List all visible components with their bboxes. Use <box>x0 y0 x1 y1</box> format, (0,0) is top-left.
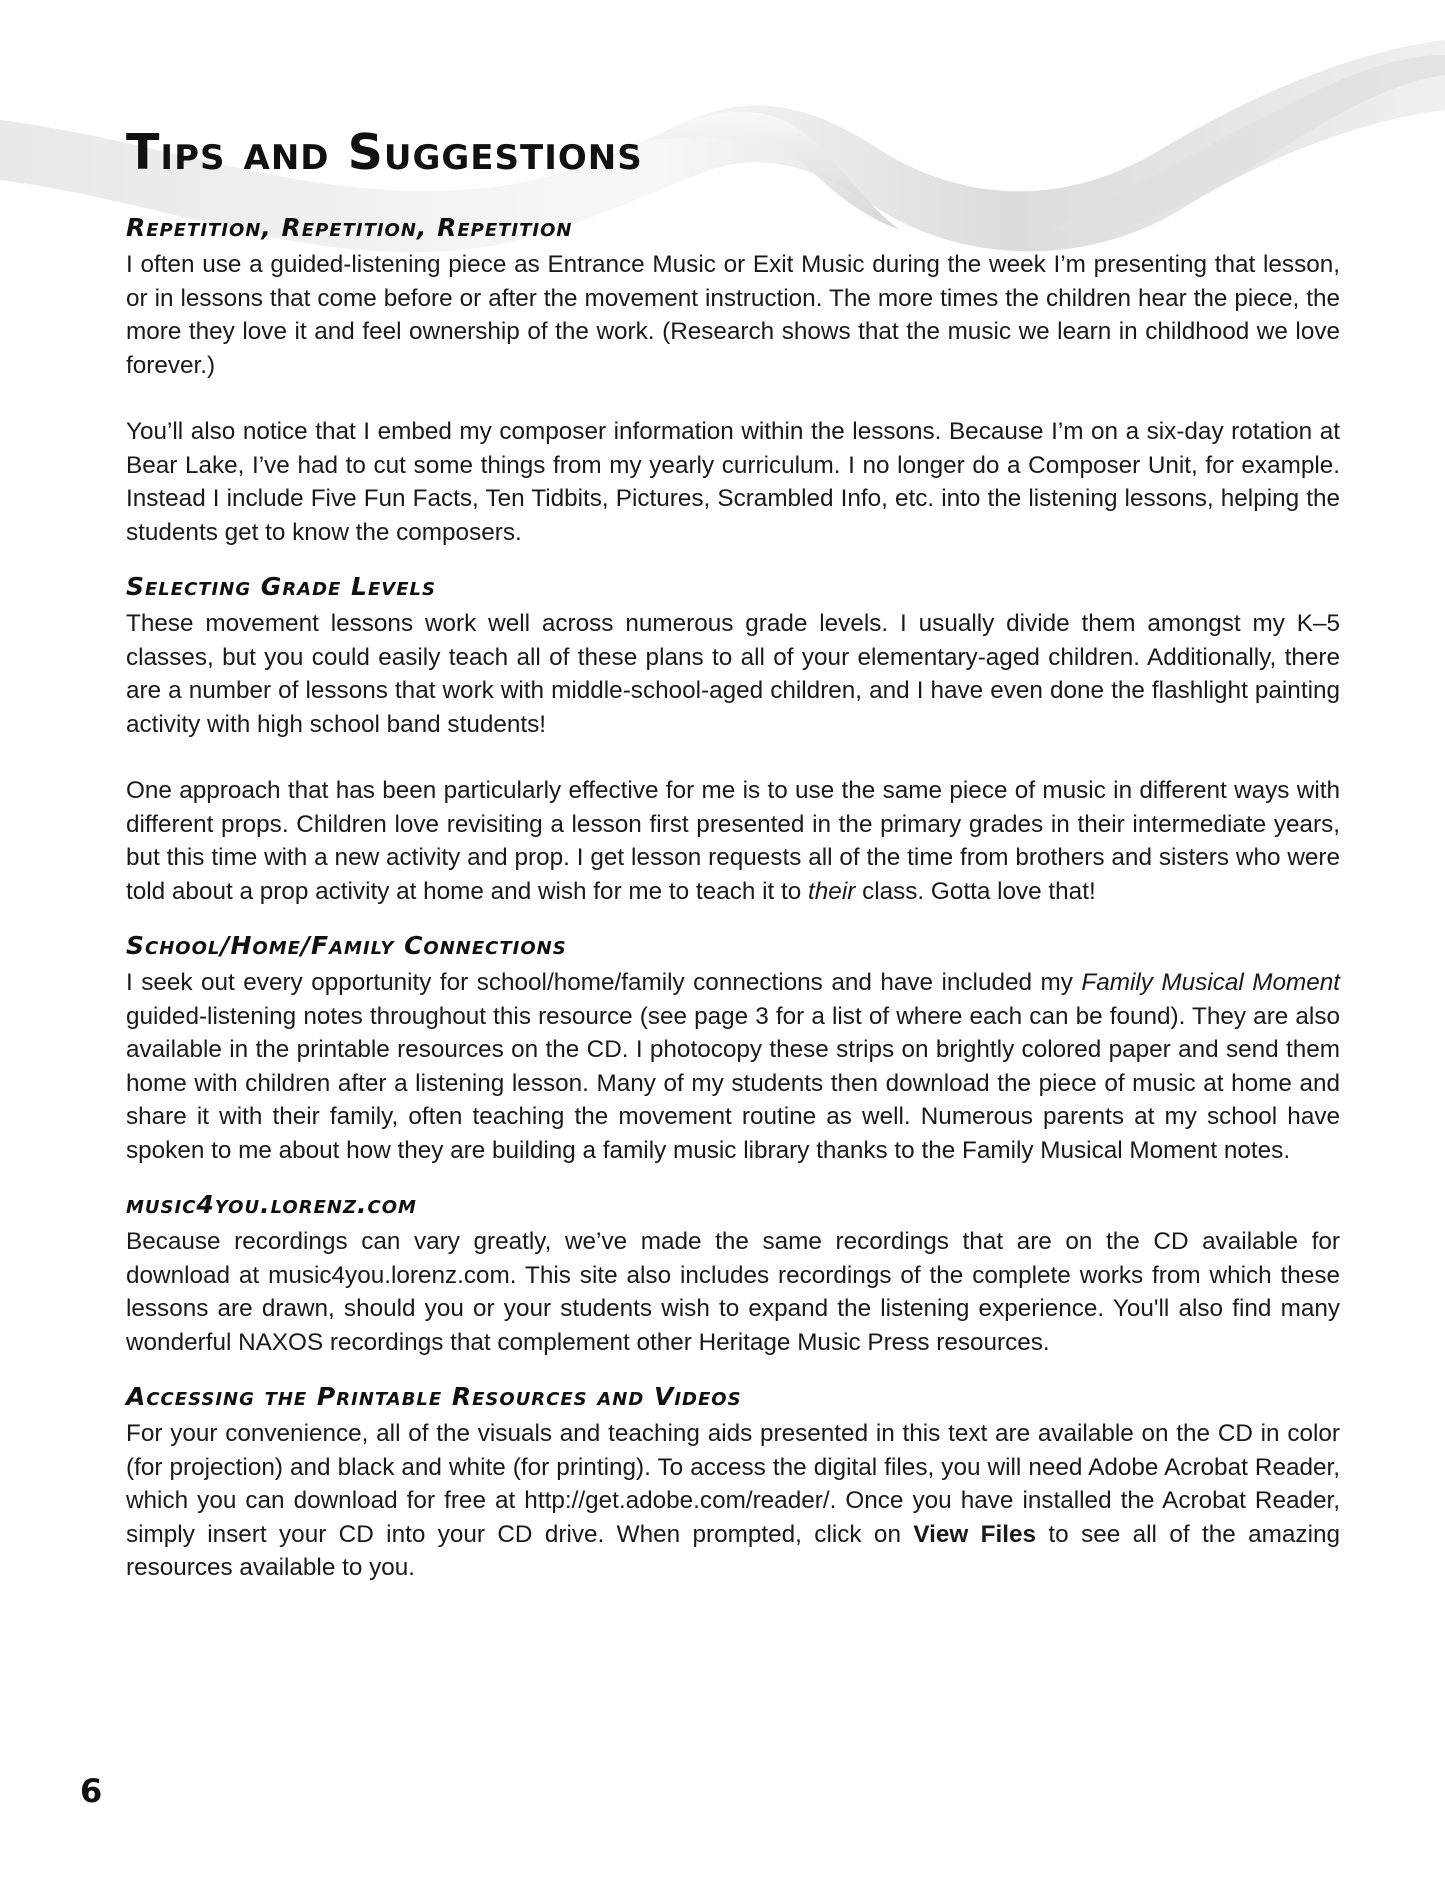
section-heading: Accessing the Printable Resources and Videos <box>126 1382 742 1411</box>
text-run: guided-listening notes throughout this resource (see page 3 for a list of where each can be found). They are also available in the printable resources on the CD. I photocopy these strips on brightly colored paper and send them home with children after a listening lesson. Many of my students then download the piece of music at home and share it with their family, often teaching the movement routine as well. Numerous parents at my school have spoken to me about how they are building a family music library thanks to the Family Musical Moment notes. <box>126 1002 1340 1164</box>
section-music4you <box>126 1189 1340 1359</box>
text-run: I seek out every opportunity for school/home/family connections and have included my <box>126 969 1082 996</box>
section-family-connections <box>126 930 1340 1167</box>
page-number: 6 <box>80 1772 103 1810</box>
bold-text: View Files <box>913 1520 1037 1548</box>
paragraph: These movement lessons work well across numerous grade levels. I usually divide them amongst my K–5 classes, but you could easily teach all of these plans to all of your elementary-aged children. Additionally, there are a number of lessons that work with middle-school-aged children, and I have even done the flashlight painting activity with high school band students! <box>126 610 1340 738</box>
section-heading: Selecting Grade Levels <box>126 572 436 601</box>
section-printable-resources <box>126 1381 1340 1585</box>
paragraph <box>126 1417 1340 1585</box>
page-title: Tips and Suggestions <box>126 124 643 181</box>
section-repetition <box>126 212 1340 549</box>
text-run: class. Gotta love that! <box>855 877 1096 905</box>
section-grade-levels <box>126 571 1340 908</box>
page-content <box>126 118 1340 1585</box>
section-heading: School/Home/Family Connections <box>126 931 567 960</box>
paragraph: I often use a guided-listening piece as Entrance Music or Exit Music during the week I’m presenting that lesson, or in lessons that come before or after the movement instruction. The more times the children hear the piece, the more they love it and feel ownership of the work. (Research shows that the music we learn in childhood we love forever.) <box>126 251 1340 379</box>
paragraph: Because recordings can vary greatly, we’ve made the same recordings that are on the CD available for download at music4you.lorenz.com. This site also includes recordings of the complete works from which these lessons are drawn, should you or your students wish to expand the listening experience. You'll also find many wonderful NAXOS recordings that complement other Heritage Music Press resources. <box>126 1228 1340 1356</box>
text-run: to see all of the amazing resources available to you. <box>126 1520 1340 1581</box>
section-heading: Repetition, Repetition, Repetition <box>126 213 573 242</box>
paragraph <box>126 966 1340 1167</box>
emphasized-text: their <box>808 877 856 905</box>
text-run: One approach that has been particularly effective for me is to use the same piece of music in different ways with different props. Children love revisiting a lesson first presented in the primary grades in their intermediate years, but this time with a new activity and prop. I get lesson requests all of the time from brothers and sisters who were told about a prop activity at home and wish for me to teach it to <box>126 777 1340 905</box>
paragraph: You’ll also notice that I embed my composer information within the lessons. Because I’m on a six-day rotation at Bear Lake, I’ve had to cut some things from my yearly curriculum. I no longer do a Composer Unit, for example. Instead I include Five Fun Facts, Ten Tidbits, Pictures, Scrambled Info, etc. into the listening lessons, helping the students get to know the composers. <box>126 418 1340 546</box>
section-heading: music4you.lorenz.com <box>126 1190 417 1219</box>
emphasized-text: Family Musical Moment <box>1081 969 1341 996</box>
text-run: For your convenience, all of the visuals and teaching aids presented in this text are available on the CD in color (for projection) and black and white (for printing). To access the digital files, you will need Adobe Acrobat Reader, which you can download for free at http://get.adobe.com/reader/. Once you have installed the Acrobat Reader, simply insert your CD into your CD drive. When prompted, click on <box>126 1420 1340 1548</box>
paragraph <box>126 774 1340 908</box>
